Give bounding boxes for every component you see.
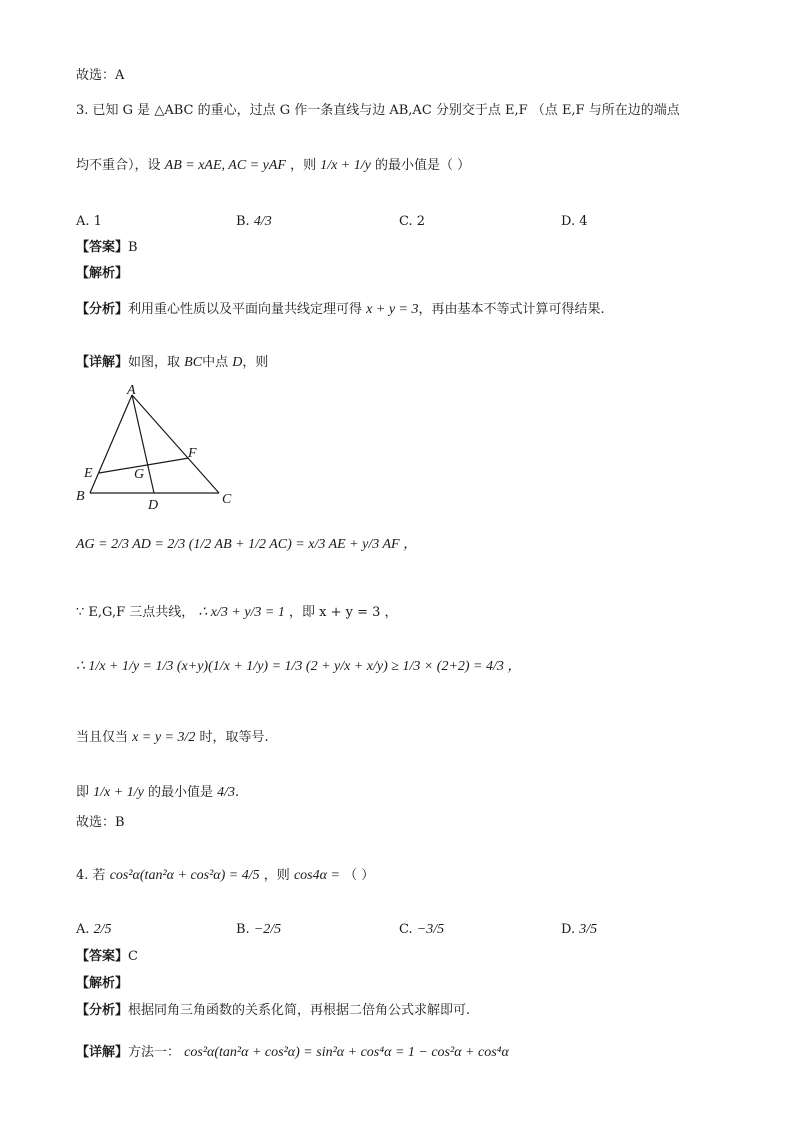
side-ab [90,395,132,493]
option-value: 4/3 [253,214,272,229]
fenxi-tag: 【分析】 [76,302,129,317]
q3-xiangjie-line [76,355,268,371]
q3-stem-line1: 3. 已知 G 是 △ABC 的重心，过点 G 作一条直线与边 AB,AC 分别交于点 E,F （点 E,F 与所在边的端点 [76,103,680,118]
q3-vector-equation: AB = xAE, AC = yAF [164,158,286,173]
step5-value: 4/3 [217,785,235,800]
option-label: C. [399,922,413,937]
q3-option-a [76,214,102,229]
label-a: A [127,383,136,398]
step5-end: . [235,785,240,800]
option-value: 2 [416,214,426,229]
q4-xiangjie-line [76,1045,509,1061]
step5-pre: 即 [76,785,90,800]
label-f: F [188,446,197,461]
q4-stem [76,868,374,884]
q3-analysis-tag [76,266,128,282]
fenxi-text: 根据同角三角函数的关系化简，再根据二倍角公式求解即可. [128,1003,471,1018]
answer-value: C [128,949,138,964]
label-c: C [222,492,232,507]
prev-answer: 故选：A [76,68,125,83]
step2-pre: ∵ E,G,F 三点共线， [76,605,195,620]
xiangjie-equation: cos²α(tan²α + cos²α) = sin²α + cos⁴α = 1 − cos²α + cos⁴α [184,1045,509,1060]
step4-pre: 当且仅当 [76,730,129,745]
point-d: D [232,355,243,370]
q3-stem-line2 [76,158,470,174]
option-value: 3/5 [579,922,598,937]
step1-equation: AG = 2/3 AD = 2/3 (1/2 AB + 1/2 AC) = x/3 AE + y/3 AF ， [76,537,418,552]
q4-option-b [236,922,281,938]
option-label: B. [236,214,250,229]
option-value: −2/5 [253,922,282,937]
option-value: −3/5 [416,922,445,937]
xiangjie-text: 如图，取 [128,355,181,370]
step2-post: ，即 x + y = 3 ， [289,605,398,620]
q4-condition: cos²α(tan²α + cos²α) = 4/5 [109,868,260,883]
q3-step3 [76,659,521,675]
q4-blank: （ ） [344,868,375,883]
analysis-tag: 【解析】 [76,266,129,281]
answer-tag: 【答案】 [76,949,129,964]
q4-analysis-tag [76,976,128,992]
option-label: D. [561,922,576,937]
xiangjie-tag: 【详解】 [76,1045,129,1060]
q3-line2-post: 的最小值是（ ） [375,158,471,173]
q3-step4 [76,730,269,746]
analysis-tag: 【解析】 [76,976,129,991]
q3-line2-then: ，则 [290,158,317,173]
step4-equation: x = y = 3/2 [132,730,196,745]
segment-bc: BC [184,355,203,370]
step3-inequality: ∴ 1/x + 1/y = 1/3 (x+y)(1/x + 1/y) = 1/3 (2 + y/x + x/y) ≥ 1/3 × (2+2) = 4/3 ， [76,659,522,674]
label-g: G [134,467,145,482]
q3-step5 [76,785,239,801]
q4-target: cos4α = [293,868,340,883]
step5-expr: 1/x + 1/y [93,785,144,800]
option-label: D. [561,214,576,229]
q3-option-c [399,214,425,229]
option-value: 1 [93,214,102,229]
option-label: A. [76,214,90,229]
q4-number: 4. 若 [76,868,106,883]
q3-option-d [561,214,588,229]
q3-step1 [76,537,417,553]
fenxi-tag: 【分析】 [76,1003,129,1018]
triangle-figure [72,383,242,515]
option-label: A. [76,922,90,937]
option-value: 4 [579,214,588,229]
option-label: C. [399,214,413,229]
step4-post: 时，取等号. [199,730,269,745]
step5-mid: 的最小值是 [147,785,213,800]
fenxi-text: 利用重心性质以及平面向量共线定理可得 [128,302,363,317]
q4-option-c [399,922,444,938]
side-ac [132,395,219,493]
q3-line2-pre: 均不重合），设 [76,158,161,173]
label-d: D [148,498,159,513]
option-label: B. [236,922,250,937]
q4-option-a [76,922,112,938]
q3-final: 故选：B [76,815,125,830]
q3-target-expr: 1/x + 1/y [320,158,371,173]
label-e: E [84,466,93,481]
q4-fenxi-line [76,1003,470,1019]
step2-equation: ∴ x/3 + y/3 = 1 [198,605,285,620]
fenxi-tail: ，再由基本不等式计算可得结果. [418,302,605,317]
label-b: B [76,489,85,504]
q3-option-b [236,214,272,230]
q4-option-d [561,922,597,938]
q4-answer-line [76,949,138,965]
q4-then: ，则 [263,868,290,883]
q3-answer-line [76,240,138,256]
answer-tag: 【答案】 [76,240,129,255]
q3-step2 [76,605,398,621]
xiangjie-text: 方法一： [128,1045,181,1060]
fenxi-equation: x + y = 3 [366,302,419,317]
option-value: 2/5 [93,922,112,937]
answer-value: B [128,240,138,255]
xiangjie-mid: 中点 [202,355,229,370]
xiangjie-tag: 【详解】 [76,355,129,370]
xiangjie-then: ，则 [242,355,269,370]
q3-fenxi-line [76,302,605,318]
